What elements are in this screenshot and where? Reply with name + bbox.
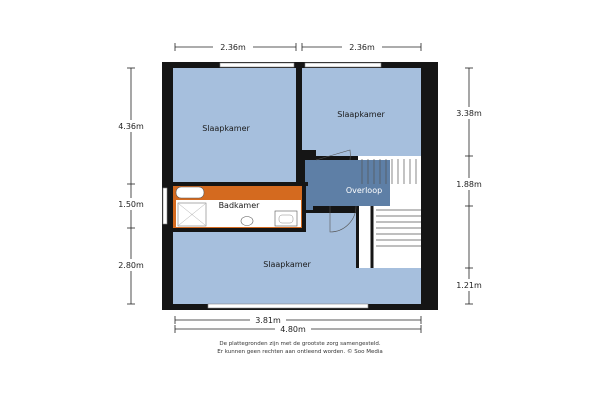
dim-right-lower-height: 1.21m: [456, 281, 482, 290]
toilet: [241, 217, 253, 226]
disclaimer-line-1: De plattegronden zijn met de grootste zorg samengesteld.: [219, 341, 381, 347]
wall-notch: [302, 150, 316, 154]
wall-bath-top: [168, 182, 308, 186]
label-badkamer: Badkamer: [218, 201, 260, 210]
wall-stair-left: [356, 206, 359, 268]
sink-basin: [279, 215, 293, 223]
dim-right-upper-height: 3.38m: [456, 109, 482, 118]
disclaimer-line-2: Er kunnen geen rechten aan ontleend worden. © Soo Media: [217, 349, 383, 355]
room-overloop: [310, 160, 390, 206]
label-overloop: Overloop: [345, 186, 383, 195]
wall-bath-bottom: [168, 228, 304, 232]
dim-left-lower-height: 2.80m: [118, 261, 144, 270]
dim-left-upper-height: 4.36m: [118, 122, 144, 131]
label-slaapkamer-bottom: Slaapkamer: [263, 260, 311, 269]
label-slaapkamer-top-left: Slaapkamer: [202, 124, 250, 133]
disclaimer: [150, 340, 450, 356]
dim-bottom-inner-width: 3.81m: [255, 316, 281, 325]
dim-right-middle-height: 1.88m: [456, 180, 482, 189]
wall-vertical-upper: [296, 62, 302, 184]
wall-bath-right: [302, 182, 306, 232]
bathtub: [176, 187, 204, 198]
dim-top-left-width: 2.36m: [220, 43, 246, 52]
dim-left-middle-height: 1.50m: [118, 200, 144, 209]
dim-top-right-width: 2.36m: [349, 43, 375, 52]
dim-bottom-total-width: 4.80m: [280, 325, 306, 334]
label-slaapkamer-top-right: Slaapkamer: [337, 110, 385, 119]
